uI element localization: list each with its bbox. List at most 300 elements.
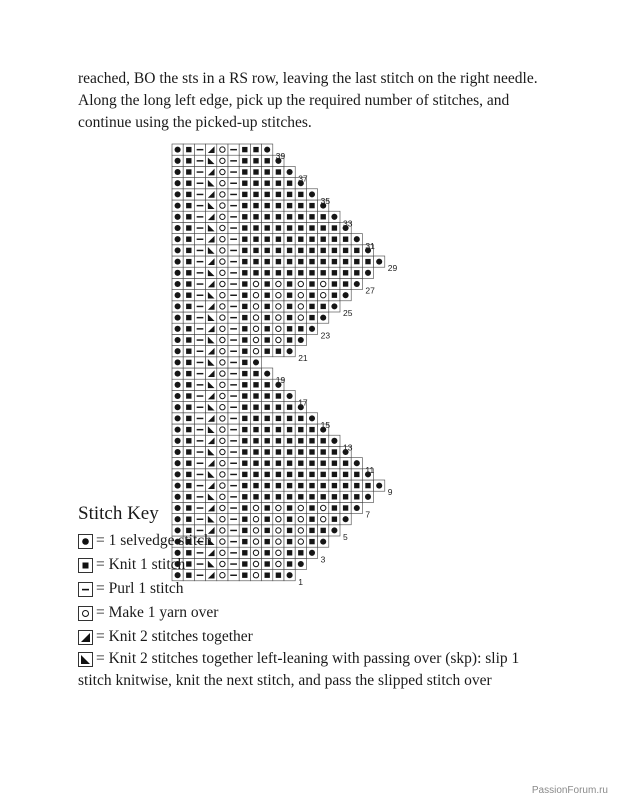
chart-cell xyxy=(250,570,261,581)
chart-cell xyxy=(183,368,194,379)
chart-cell xyxy=(295,469,306,480)
chart-cell xyxy=(273,480,284,491)
chart-cell xyxy=(172,234,183,245)
chart-cell xyxy=(262,469,273,480)
chart-cell xyxy=(273,390,284,401)
row-number-label: 1 xyxy=(298,576,303,587)
chart-cell xyxy=(306,234,317,245)
chart-cell xyxy=(262,178,273,189)
chart-cell xyxy=(273,312,284,323)
chart-cell xyxy=(284,502,295,513)
chart-cell xyxy=(228,491,239,502)
yarn-over-circle-icon xyxy=(78,606,93,621)
chart-cell xyxy=(318,312,329,323)
chart-cell xyxy=(217,222,228,233)
chart-cell xyxy=(194,290,205,301)
chart-cell xyxy=(217,480,228,491)
chart-row-24 xyxy=(172,312,329,323)
chart-cell xyxy=(306,536,317,547)
chart-cell xyxy=(217,547,228,558)
chart-cell xyxy=(194,469,205,480)
chart-cell xyxy=(172,267,183,278)
chart-cell xyxy=(329,245,340,256)
chart-cell xyxy=(329,267,340,278)
chart-cell xyxy=(295,234,306,245)
chart-cell xyxy=(318,234,329,245)
chart-cell xyxy=(329,480,340,491)
chart-cell xyxy=(183,379,194,390)
chart-cell xyxy=(206,514,217,525)
chart-cell xyxy=(206,469,217,480)
chart-cell xyxy=(194,166,205,177)
chart-cell xyxy=(172,323,183,334)
row-number-label: 31 xyxy=(365,240,375,251)
chart-cell xyxy=(172,155,183,166)
chart-cell xyxy=(351,245,362,256)
chart-row-6 xyxy=(172,514,351,525)
chart-cell xyxy=(250,346,261,357)
chart-cell xyxy=(273,278,284,289)
chart-cell xyxy=(228,547,239,558)
chart-cell xyxy=(340,290,351,301)
chart-cell xyxy=(172,189,183,200)
chart-cell xyxy=(172,458,183,469)
chart-cell xyxy=(239,536,250,547)
key-item-text: = Knit 2 stitches together xyxy=(96,628,253,645)
chart-cell xyxy=(250,301,261,312)
stitch-key-title: Stitch Key xyxy=(78,503,159,524)
chart-cell xyxy=(262,323,273,334)
chart-cell xyxy=(206,312,217,323)
chart-cell xyxy=(206,424,217,435)
row-number-label: 37 xyxy=(298,173,308,184)
chart-cell xyxy=(295,222,306,233)
key-item-yo xyxy=(78,602,218,624)
intro-line-2: Along the long left edge, pick up the required number of stitches, and xyxy=(78,92,510,109)
row-number-label: 15 xyxy=(320,420,331,430)
chart-cell xyxy=(284,547,295,558)
chart-cell xyxy=(194,480,205,491)
chart-cell xyxy=(206,446,217,457)
chart-cell xyxy=(194,413,205,424)
chart-cell xyxy=(250,491,261,502)
chart-row-38 xyxy=(172,155,284,166)
chart-cell xyxy=(351,469,362,480)
chart-cell xyxy=(295,446,306,457)
chart-cell xyxy=(228,200,239,211)
chart-cell xyxy=(239,334,250,345)
chart-cell xyxy=(217,189,228,200)
chart-cell xyxy=(250,446,261,457)
chart-cell xyxy=(217,234,228,245)
knitting-chart xyxy=(170,142,470,587)
chart-cell xyxy=(183,480,194,491)
chart-cell xyxy=(284,469,295,480)
chart-cell xyxy=(206,301,217,312)
chart-cell xyxy=(172,312,183,323)
chart-cell xyxy=(239,357,250,368)
chart-cell xyxy=(329,525,340,536)
chart-cell xyxy=(284,290,295,301)
chart-cell xyxy=(329,234,340,245)
chart-cell xyxy=(194,301,205,312)
chart-cell xyxy=(194,346,205,357)
key-item-skp xyxy=(78,648,540,692)
chart-cell xyxy=(284,200,295,211)
chart-cell xyxy=(318,256,329,267)
chart-cell xyxy=(273,256,284,267)
row-number-label: 3 xyxy=(320,554,326,565)
chart-cell xyxy=(172,502,183,513)
chart-cell xyxy=(262,334,273,345)
chart-cell xyxy=(262,402,273,413)
chart-cell xyxy=(273,458,284,469)
chart-cell xyxy=(295,458,306,469)
chart-cell xyxy=(295,189,306,200)
chart-cell xyxy=(295,211,306,222)
row-number-label: 9 xyxy=(387,487,393,498)
chart-cell xyxy=(183,435,194,446)
chart-cell xyxy=(194,502,205,513)
chart-row-20 xyxy=(172,357,262,368)
chart-cell xyxy=(329,458,340,469)
chart-cell xyxy=(250,222,261,233)
chart-cell xyxy=(228,290,239,301)
chart-cell xyxy=(239,413,250,424)
chart-cell xyxy=(228,469,239,480)
chart-cell xyxy=(239,424,250,435)
chart-cell xyxy=(306,312,317,323)
chart-cell xyxy=(250,390,261,401)
chart-cell xyxy=(228,155,239,166)
chart-cell xyxy=(262,424,273,435)
chart-cell xyxy=(206,211,217,222)
chart-cell xyxy=(284,413,295,424)
chart-cell xyxy=(250,357,261,368)
key-item-text: = Purl 1 stitch xyxy=(96,580,184,597)
chart-row-16 xyxy=(172,402,306,413)
chart-cell xyxy=(228,234,239,245)
chart-cell xyxy=(295,525,306,536)
chart-cell xyxy=(172,379,183,390)
chart-cell xyxy=(206,334,217,345)
chart-row-30 xyxy=(172,245,374,256)
row-number-label: 25 xyxy=(343,308,353,318)
chart-cell xyxy=(239,502,250,513)
chart-cell xyxy=(250,558,261,569)
chart-cell xyxy=(194,570,205,581)
chart-cell xyxy=(239,346,250,357)
chart-cell xyxy=(183,346,194,357)
chart-row-12 xyxy=(172,446,351,457)
chart-row-26 xyxy=(172,290,351,301)
chart-cell xyxy=(217,267,228,278)
knit-square-icon xyxy=(78,558,93,573)
chart-cell xyxy=(228,245,239,256)
chart-cell xyxy=(172,144,183,155)
chart-cell xyxy=(318,491,329,502)
chart-cell xyxy=(228,402,239,413)
chart-cell xyxy=(295,480,306,491)
chart-cell xyxy=(217,245,228,256)
chart-row-22 xyxy=(172,334,306,345)
chart-cell xyxy=(329,301,340,312)
chart-cell xyxy=(318,525,329,536)
chart-cell xyxy=(206,570,217,581)
chart-cell xyxy=(262,491,273,502)
chart-cell xyxy=(194,189,205,200)
chart-cell xyxy=(194,368,205,379)
chart-cell xyxy=(239,278,250,289)
chart-cell xyxy=(206,155,217,166)
chart-cell xyxy=(183,390,194,401)
chart-cell xyxy=(273,211,284,222)
chart-cell xyxy=(183,514,194,525)
chart-cell xyxy=(273,435,284,446)
chart-cell xyxy=(217,502,228,513)
chart-cell xyxy=(239,189,250,200)
chart-cell xyxy=(306,480,317,491)
chart-cell xyxy=(284,222,295,233)
chart-cell xyxy=(262,155,273,166)
chart-cell xyxy=(295,514,306,525)
chart-cell xyxy=(206,480,217,491)
chart-cell xyxy=(329,211,340,222)
chart-row-8 xyxy=(172,491,374,502)
chart-cell xyxy=(239,458,250,469)
chart-cell xyxy=(228,368,239,379)
chart-cell xyxy=(273,234,284,245)
chart-cell xyxy=(329,514,340,525)
chart-cell xyxy=(262,211,273,222)
chart-cell xyxy=(273,502,284,513)
chart-cell xyxy=(228,424,239,435)
chart-cell xyxy=(250,211,261,222)
chart-cell xyxy=(362,267,373,278)
chart-cell xyxy=(262,245,273,256)
chart-cell xyxy=(194,312,205,323)
row-number-label: 17 xyxy=(298,397,308,408)
chart-cell xyxy=(351,234,362,245)
chart-cell xyxy=(340,267,351,278)
chart-cell xyxy=(194,446,205,457)
chart-cell xyxy=(318,301,329,312)
chart-cell xyxy=(228,514,239,525)
chart-cell xyxy=(284,234,295,245)
chart-cell xyxy=(217,256,228,267)
chart-cell xyxy=(250,278,261,289)
chart-cell xyxy=(228,525,239,536)
chart-cell xyxy=(228,166,239,177)
chart-cell xyxy=(250,514,261,525)
chart-cell xyxy=(206,200,217,211)
chart-cell xyxy=(374,256,385,267)
chart-cell xyxy=(217,368,228,379)
chart-cell xyxy=(172,211,183,222)
chart-cell xyxy=(228,222,239,233)
chart-cell xyxy=(206,491,217,502)
chart-cell xyxy=(217,357,228,368)
chart-cell xyxy=(183,502,194,513)
chart-cell xyxy=(262,446,273,457)
key-item-p xyxy=(78,578,184,600)
chart-cell xyxy=(183,469,194,480)
chart-cell xyxy=(239,514,250,525)
chart-cell xyxy=(351,278,362,289)
chart-cell xyxy=(194,323,205,334)
chart-cell xyxy=(306,256,317,267)
chart-cell xyxy=(228,334,239,345)
chart-cell xyxy=(250,155,261,166)
chart-cell xyxy=(306,502,317,513)
chart-cell xyxy=(306,301,317,312)
intro-paragraph xyxy=(78,68,540,134)
chart-cell xyxy=(239,558,250,569)
row-number-label: 35 xyxy=(320,196,331,206)
chart-row-1 xyxy=(172,570,303,587)
chart-cell xyxy=(206,267,217,278)
chart-cell xyxy=(262,290,273,301)
chart-cell xyxy=(183,245,194,256)
chart-cell xyxy=(228,502,239,513)
key-item-sel xyxy=(78,530,212,552)
key-item-k2tog xyxy=(78,626,253,648)
chart-cell xyxy=(206,357,217,368)
chart-cell xyxy=(239,144,250,155)
chart-cell xyxy=(329,491,340,502)
chart-cell xyxy=(228,413,239,424)
chart-cell xyxy=(284,402,295,413)
chart-cell xyxy=(217,491,228,502)
chart-cell xyxy=(172,390,183,401)
chart-cell xyxy=(340,480,351,491)
chart-cell xyxy=(262,189,273,200)
chart-cell xyxy=(250,458,261,469)
chart-cell xyxy=(295,267,306,278)
chart-cell xyxy=(172,245,183,256)
chart-cell xyxy=(206,458,217,469)
chart-cell xyxy=(329,222,340,233)
chart-cell xyxy=(284,514,295,525)
chart-cell xyxy=(194,256,205,267)
chart-cell xyxy=(318,267,329,278)
watermark: PassionForum.ru xyxy=(531,785,608,796)
row-number-label: 23 xyxy=(320,330,331,341)
chart-cell xyxy=(284,267,295,278)
chart-cell xyxy=(318,435,329,446)
chart-cell xyxy=(351,267,362,278)
row-number-label: 7 xyxy=(365,509,371,520)
chart-cell xyxy=(194,234,205,245)
chart-cell xyxy=(351,491,362,502)
chart-cell xyxy=(172,200,183,211)
chart-cell xyxy=(273,514,284,525)
chart-cell xyxy=(217,570,228,581)
chart-row-32 xyxy=(172,222,351,233)
chart-cell xyxy=(351,480,362,491)
chart-cell xyxy=(239,469,250,480)
chart-cell xyxy=(329,435,340,446)
chart-cell xyxy=(206,323,217,334)
chart-cell xyxy=(250,245,261,256)
chart-cell xyxy=(306,446,317,457)
row-number-label: 11 xyxy=(365,464,375,475)
chart-cell xyxy=(172,480,183,491)
chart-cell xyxy=(329,290,340,301)
chart-cell xyxy=(250,267,261,278)
chart-cell xyxy=(183,267,194,278)
chart-cell xyxy=(351,458,362,469)
chart-cell xyxy=(206,278,217,289)
chart-row-36 xyxy=(172,178,306,189)
chart-cell xyxy=(340,458,351,469)
chart-cell xyxy=(284,346,295,357)
chart-cell xyxy=(217,458,228,469)
chart-cell xyxy=(206,234,217,245)
key-skp-line-1: = Knit 2 stitches together left-leaning with passing over (skp): slip 1 xyxy=(96,650,520,667)
chart-cell xyxy=(217,435,228,446)
chart-cell xyxy=(172,222,183,233)
chart-cell xyxy=(183,446,194,457)
chart-cell xyxy=(306,211,317,222)
chart-cell xyxy=(262,144,273,155)
chart-cell xyxy=(194,357,205,368)
chart-cell xyxy=(183,166,194,177)
chart-cell xyxy=(273,570,284,581)
chart-cell xyxy=(262,558,273,569)
chart-cell xyxy=(262,480,273,491)
chart-cell xyxy=(172,413,183,424)
chart-cell xyxy=(183,323,194,334)
chart-cell xyxy=(183,301,194,312)
chart-cell xyxy=(183,178,194,189)
chart-cell xyxy=(284,166,295,177)
chart-cell xyxy=(273,491,284,502)
chart-cell xyxy=(206,379,217,390)
chart-cell xyxy=(262,267,273,278)
chart-cell xyxy=(250,435,261,446)
chart-cell xyxy=(273,267,284,278)
key-item-k xyxy=(78,554,185,576)
chart-cell xyxy=(194,390,205,401)
chart-cell xyxy=(228,558,239,569)
chart-cell xyxy=(206,222,217,233)
chart-cell xyxy=(318,290,329,301)
chart-cell xyxy=(183,155,194,166)
chart-cell xyxy=(262,200,273,211)
chart-cell xyxy=(206,502,217,513)
chart-cell xyxy=(217,290,228,301)
chart-cell xyxy=(172,469,183,480)
chart-cell xyxy=(194,178,205,189)
chart-cell xyxy=(172,514,183,525)
chart-cell xyxy=(206,256,217,267)
chart-cell xyxy=(194,144,205,155)
chart-cell xyxy=(262,536,273,547)
chart-cell xyxy=(183,402,194,413)
chart-cell xyxy=(228,144,239,155)
chart-cell xyxy=(306,245,317,256)
chart-cell xyxy=(362,491,373,502)
chart-cell xyxy=(284,491,295,502)
chart-cell xyxy=(217,178,228,189)
chart-cell xyxy=(273,413,284,424)
chart-cell xyxy=(273,558,284,569)
chart-cell xyxy=(250,256,261,267)
chart-cell xyxy=(228,312,239,323)
chart-cell xyxy=(295,424,306,435)
chart-cell xyxy=(250,323,261,334)
